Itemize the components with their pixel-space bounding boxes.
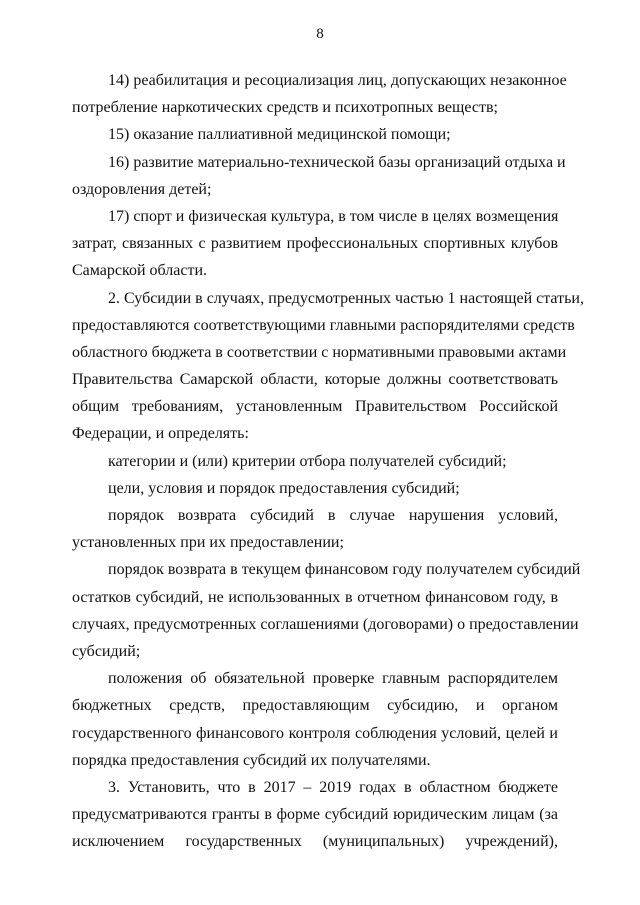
text-line: порядка предоставления субсидий их получателями.	[72, 751, 431, 769]
text-line: исключением государственных (муниципальных) учреждений),	[72, 833, 558, 851]
text-line: предоставляются соответствующими главными распорядителями средств	[72, 316, 575, 334]
text-line: положения об обязательной проверке главным распорядителем	[108, 670, 558, 688]
text-line: 3. Установить, что в 2017 – 2019 годах в областном бюджете	[108, 778, 558, 796]
text-line: потребление наркотических средств и психотропных веществ;	[72, 99, 498, 117]
document-body	[72, 67, 584, 855]
text-line: затрат, связанных с развитием профессиональных спортивных клубов	[72, 235, 558, 253]
text-line: категории и (или) критерии отбора получателей субсидий;	[108, 452, 507, 470]
text-line: 17) спорт и физическая культура, в том числе в целях возмещения	[108, 207, 559, 225]
text-line: общим требованиям, установленным Правительством Российской	[72, 398, 558, 416]
text-line: Самарской области.	[72, 262, 207, 280]
page-number: 8	[316, 26, 324, 42]
text-line: областного бюджета в соответствии с нормативными правовыми актами	[72, 343, 567, 361]
text-line: 15) оказание паллиативной медицинской помощи;	[108, 126, 451, 144]
text-line: государственного финансового контроля соблюдения условий, целей и	[72, 724, 558, 742]
text-line: случаях, предусмотренных соглашениями (договорами) о предоставлении	[72, 615, 579, 633]
text-line: установленных при их предоставлении;	[72, 534, 344, 552]
text-line: субсидий;	[72, 642, 141, 660]
text-line: оздоровления детей;	[72, 180, 212, 198]
text-line: предусматриваются гранты в форме субсидий юридическим лицам (за	[72, 806, 558, 824]
text-line: Федерации, и определять:	[72, 425, 249, 443]
text-line: цели, условия и порядок предоставления субсидий;	[108, 479, 460, 497]
text-line: Правительства Самарской области, которые должны соответствовать	[72, 371, 558, 389]
text-line: 16) развитие материально-технической базы организаций отдыха и	[108, 153, 566, 171]
text-line: 14) реабилитация и ресоциализация лиц, допускающих незаконное	[108, 72, 567, 89]
text-line: остатков субсидий, не использованных в отчетном финансовом году, в	[72, 588, 558, 606]
text-line: 2. Субсидии в случаях, предусмотренных частью 1 настоящей статьи,	[108, 289, 584, 307]
text-line: порядок возврата субсидий в случае нарушения условий,	[108, 507, 558, 524]
text-line: бюджетных средств, предоставляющим субсидию, и органом	[72, 697, 558, 715]
text-line: порядок возврата в текущем финансовом году получателем субсидий	[108, 561, 581, 579]
